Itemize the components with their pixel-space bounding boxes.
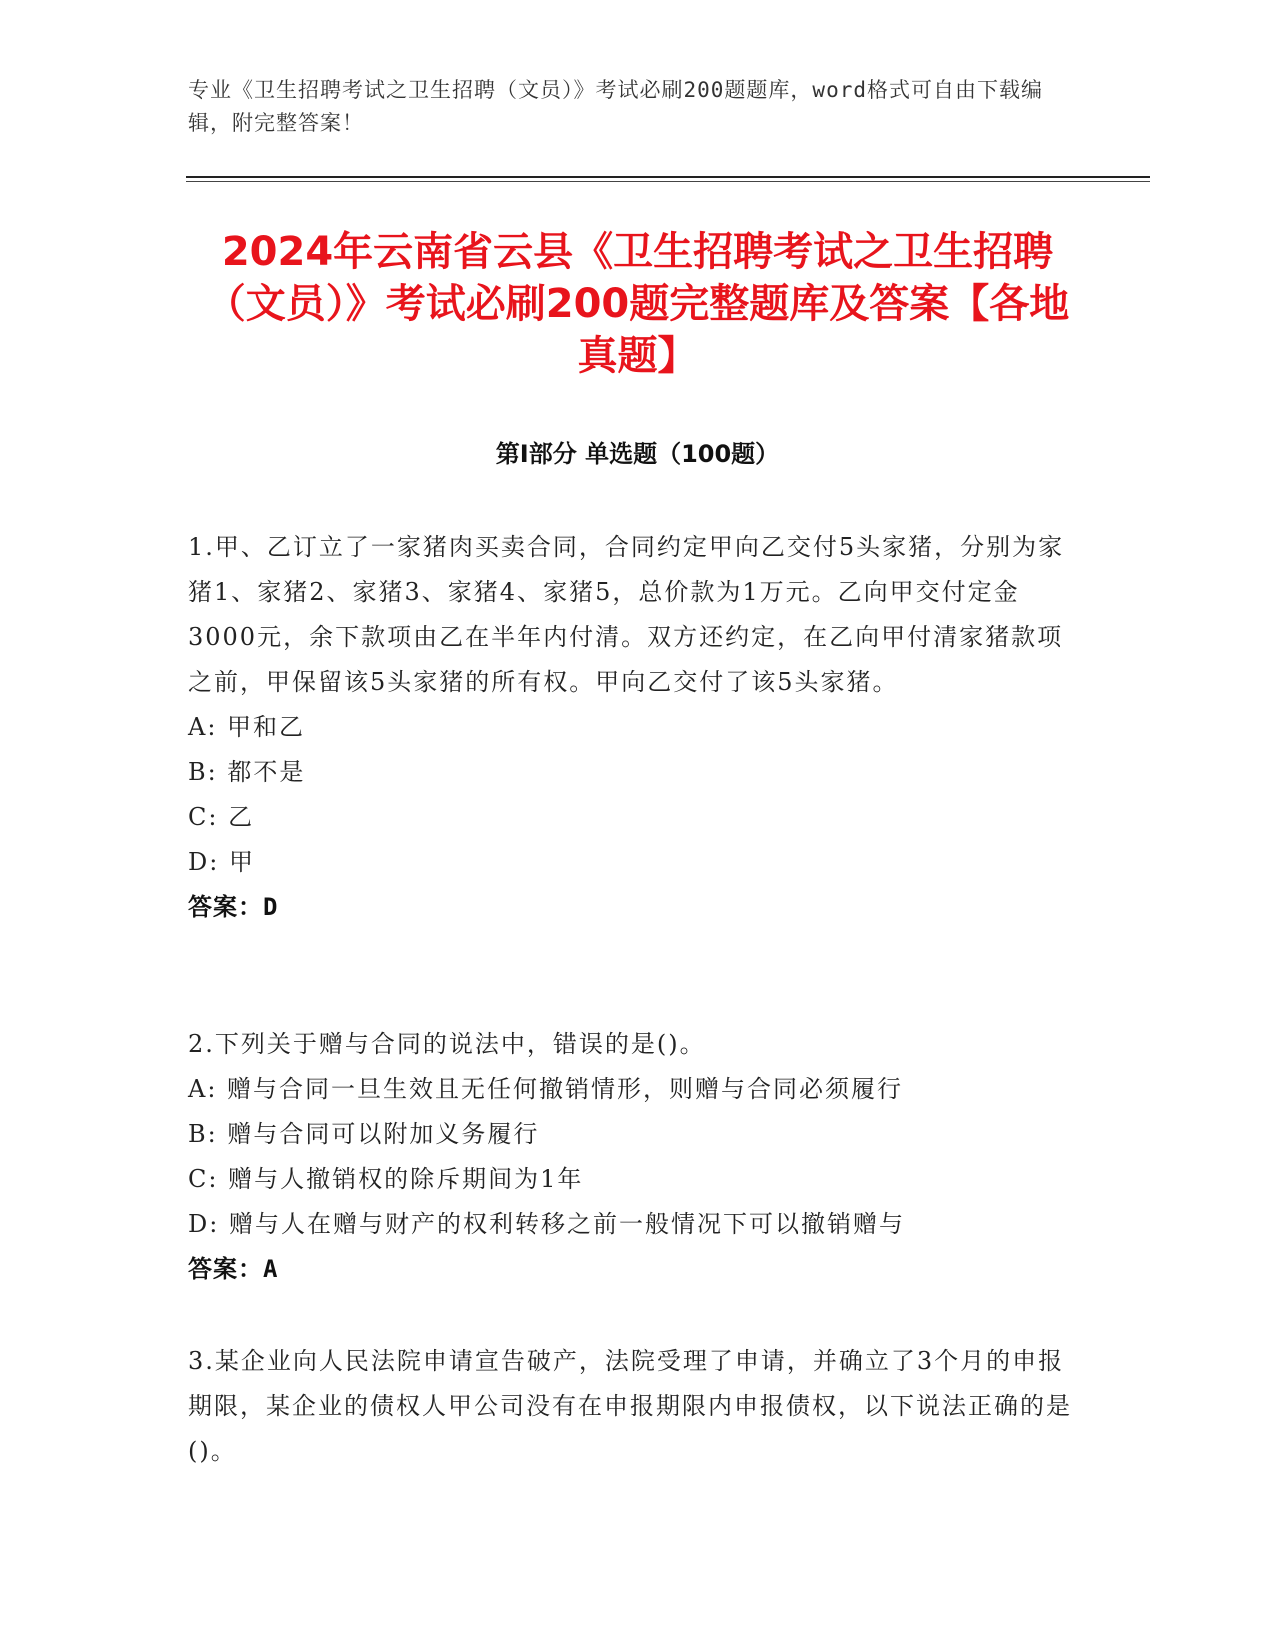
option-c: C: 乙	[188, 803, 255, 831]
option-a: A: 甲和乙	[188, 713, 306, 741]
section-title: 第Ⅰ部分 单选题（100题）	[495, 440, 780, 468]
question-2	[188, 1022, 1078, 1292]
option-a: A: 赠与合同一旦生效且无任何撤销情形，则赠与合同必须履行	[188, 1075, 904, 1103]
answer-value: A	[263, 1255, 279, 1283]
header-divider-thin	[186, 181, 1150, 182]
answer-line	[188, 885, 1078, 930]
option-c: C: 赠与人撤销权的除斥期间为1年	[188, 1165, 584, 1193]
option-d: D: 赠与人在赠与财产的权利转移之前一般情况下可以撤销赠与	[188, 1210, 905, 1238]
answer-label: 答案：	[188, 1255, 263, 1283]
question-1	[188, 525, 1078, 930]
header-divider	[186, 176, 1150, 178]
question-stem: 1.甲、乙订立了一家猪肉买卖合同，合同约定甲向乙交付5头家猪，分别为家猪1、家猪2、家猪3、家猪4、家猪5，总价款为1万元。乙向甲交付定金3000元，余下款项由乙在半年内付清。双方还约定，在乙向甲付清家猪款项之前，甲保留该5头家猪的所有权。甲向乙交付了该5头家猪。	[188, 533, 1065, 696]
document-title: 2024年云南省云县《卫生招聘考试之卫生招聘（文员）》考试必刷200题完整题库及答案【各地真题】	[205, 229, 1070, 379]
option-b: B: 都不是	[188, 758, 306, 786]
answer-line	[188, 1247, 1078, 1292]
question-stem: 2.下列关于赠与合同的说法中，错误的是()。	[188, 1030, 706, 1058]
answer-value: D	[263, 893, 279, 921]
header-note: 专业《卫生招聘考试之卫生招聘（文员）》考试必刷200题题库，word格式可自由下载编辑，附完整答案！	[188, 78, 1043, 135]
question-3	[188, 1339, 1078, 1474]
option-b: B: 赠与合同可以附加义务履行	[188, 1120, 540, 1148]
question-stem: 3.某企业向人民法院申请宣告破产，法院受理了申请，并确立了3个月的申报期限，某企业的债权人甲公司没有在申报期限内申报债权，以下说法正确的是()。	[188, 1347, 1072, 1465]
option-d: D: 甲	[188, 848, 255, 876]
answer-label: 答案：	[188, 893, 263, 921]
